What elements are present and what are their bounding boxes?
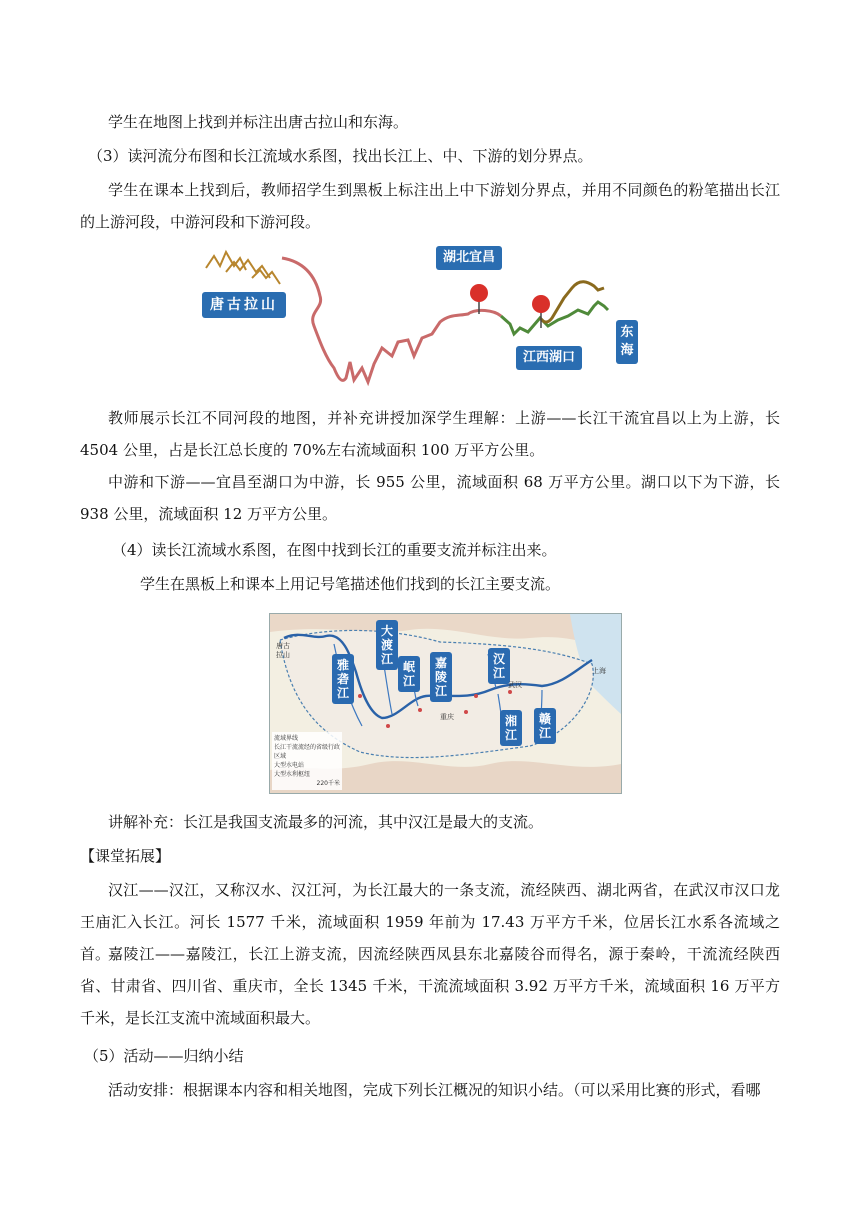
legend-provinces: 长江干流流经的省级行政区域 xyxy=(274,744,341,760)
map-legend xyxy=(272,732,342,790)
mountain-icon xyxy=(206,252,280,284)
tributary-gan: 赣江 xyxy=(534,708,556,744)
map-label-tanggula: 唐古拉山 xyxy=(276,642,290,659)
tributary-dadu: 大渡江 xyxy=(376,620,398,670)
paragraph-8: 讲解补充：长江是我国支流最多的河流，其中汉江是最大的支流。 xyxy=(108,813,544,831)
hukou-marker xyxy=(532,295,550,313)
tributary-min: 岷江 xyxy=(398,656,420,692)
paragraph-3: 学生在课本上找到后，教师招学生到黑板上标注出上中下游划分界点，并用不同颜色的粉笔描出长江的上游河段，中游河段和下游河段。 xyxy=(80,181,780,231)
label-yichang: 湖北宜昌 xyxy=(436,246,502,270)
label-tanggula: 唐古拉山 xyxy=(202,292,286,318)
paragraph-arrangement: 活动安排：根据课本内容和相关地图，完成下列长江概况的知识小结。（可以采用比赛的形式，看哪 xyxy=(108,1081,761,1099)
legend-scale: 220千米 xyxy=(316,780,340,787)
tributary-jialing: 嘉陵江 xyxy=(430,652,452,702)
paragraph-1: 学生在地图上找到并标注出唐古拉山和东海。 xyxy=(108,113,409,131)
paragraph-hanjiang: 汉江——汉江，又称汉水、汉江河，为长江最大的一条支流，流经陕西、湖北两省，在武汉市汉口龙王庙汇入长江。河长 1577 千米，流域面积 1959 年前为 17.43 万平方千米，位居长江水系各流域之首。 xyxy=(80,881,780,963)
paragraph-4: 教师展示长江不同河段的地图，并补充讲授加深学生理解：上游——长江干流宜昌以上为上游，长 4504 公里，占是长江总长度的 70%左右流域面积 100 万平方公里。 xyxy=(80,409,780,459)
yichang-marker xyxy=(470,284,488,302)
label-donghai: 东海 xyxy=(616,320,638,364)
map-label-chongqing: 重庆 xyxy=(440,713,454,721)
paragraph-7: 学生在黑板上和课本上用记号笔描述他们找到的长江主要支流。 xyxy=(140,575,561,593)
map-label-wuhan: 武汉 xyxy=(508,681,522,689)
tributary-han: 汉江 xyxy=(488,648,510,684)
middle-reach-path xyxy=(501,302,608,334)
paragraph-2: （3）读河流分布图和长江流域水系图，找出长江上、中、下游的划分界点。 xyxy=(88,147,593,165)
map-label-shanghai: 上海 xyxy=(592,667,606,675)
paragraph-activity: （5）活动——归纳小结 xyxy=(84,1047,244,1065)
tributary-yalong: 雅砻江 xyxy=(332,654,354,704)
paragraph-jialingjiang: 嘉陵江——嘉陵江，长江上游支流，因流经陕西凤县东北嘉陵谷而得名，源于秦岭，干流流经陕西省、甘肃省、四川省、重庆市，全长 1345 千米，干流流域面积 3.92 万平方千米，流域面积 16 万平方千米，是长江支流中流域面积最大。 xyxy=(80,945,780,1027)
tributary-xiang: 湘江 xyxy=(500,710,522,746)
legend-boundary: 流域界线 xyxy=(274,735,299,742)
legend-hub: 大型水利枢纽 xyxy=(274,771,311,778)
legend-hydropower: 大型水电站 xyxy=(274,762,305,769)
paragraph-5: 中游和下游——宜昌至湖口为中游，长 955 公里，流域面积 68 万平方公里。湖口以下为下游，长 938 公里，流域面积 12 万平方公里。 xyxy=(80,473,780,523)
upper-reach-path xyxy=(282,258,501,382)
label-hukou: 江西湖口 xyxy=(516,346,582,370)
section-heading-extension: 【课堂拓展】 xyxy=(80,847,171,865)
river-course-figure xyxy=(196,238,656,390)
paragraph-6: （4）读长江流域水系图，在图中找到长江的重要支流并标注出来。 xyxy=(112,541,557,559)
